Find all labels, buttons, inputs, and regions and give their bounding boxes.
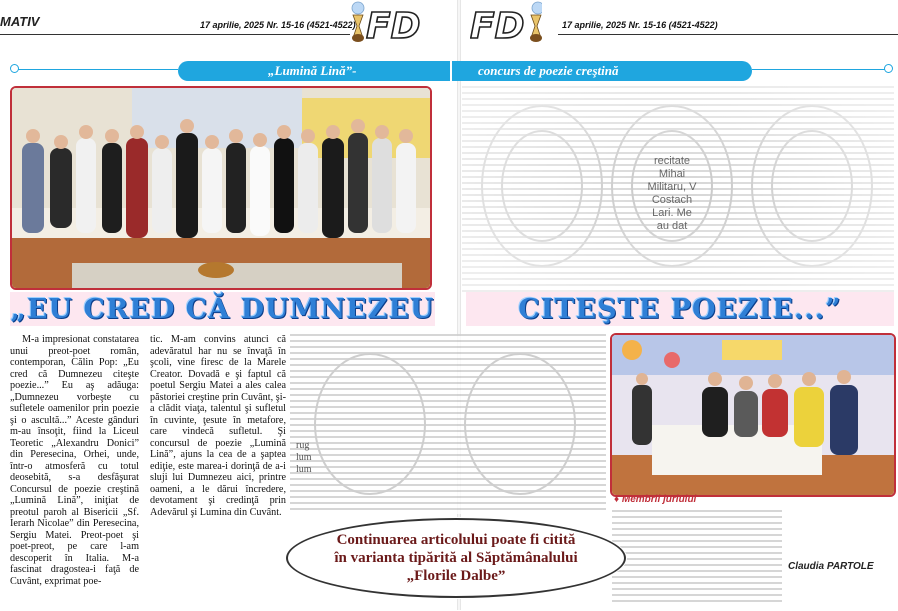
article-paragraph: M-a impresionat constatarea unui preot-poet român, contemporan, Călin Pop: „Eu cred că Dumnezeu citeşte poezie...” Eu aş adăuga: „Dumnezeu vorbeşte cu sufletele oamenilor prin poezie şi o ascultă...” Aceste gânduri m-au însoţit, fiind la Liceul Teoretic „Alexandru Donici” din Peresecina, Orhei, unde, într-o atmosferă cu totul deosebită, s-a desfăşurat Concursul de poezie creştină „Lumină Lină”, iniţiat de preotul paroh al Bisericii „Sf. Ierarh Nicolae” din Peresecina, Sergiu Matei. Preot-poet şi poet-preot, pe care l-am descoperit în Italia. M-a fascinat dragostea-i faţă de Cuvânt, exprimat poe- — [10, 334, 139, 587]
continuation-callout — [286, 518, 626, 598]
faded-teaser-text: recitate Mihai Militaru, V Costach Lari. Me au dat — [647, 155, 697, 232]
newspaper-logo-right — [470, 0, 542, 44]
headline-left-text: „EU CRED CĂ DUMNEZEU — [10, 293, 435, 325]
callout-line-2: în varianta tipărită al Săptămânalului — [334, 550, 578, 566]
banner-subtitle: concurs de poezie creştină — [478, 63, 619, 78]
headline-left — [10, 292, 435, 326]
photo-caption-text: Membrii juriului — [621, 494, 697, 505]
article-column-2 — [150, 334, 286, 518]
banner-divider — [450, 61, 452, 81]
banner-dot-left — [10, 64, 19, 73]
headline-right — [466, 292, 894, 326]
banner-rule-left — [14, 69, 178, 70]
svg-text:FD: FD — [470, 6, 525, 44]
faded-column-fragment: rug lum lum — [296, 440, 312, 475]
svg-text:FD: FD — [366, 6, 421, 44]
banner-title: „Lumină Lină”- — [268, 63, 357, 78]
banner-rule-right — [752, 69, 886, 70]
issue-date-left: 17 aprilie, 2025 Nr. 15-16 (4521-4522) — [200, 20, 356, 30]
issue-date-right: 17 aprilie, 2025 Nr. 15-16 (4521-4522) — [562, 20, 718, 30]
contest-banner — [178, 61, 752, 81]
header-rule-left — [0, 34, 350, 35]
author-signature: Claudia PARTOLE — [788, 561, 874, 572]
banner-dot-right — [884, 64, 893, 73]
faded-bottom-area — [612, 510, 782, 606]
hourglass-icon — [530, 2, 542, 42]
group-photo — [10, 86, 432, 290]
section-label: MATIV — [0, 14, 40, 29]
headline-right-text: CITEŞTE POEZIE...” — [518, 293, 842, 325]
callout-line-1: Continuarea articolului poate fi citită — [336, 532, 576, 548]
faded-text-area — [290, 334, 606, 514]
article-column-1 — [10, 334, 139, 587]
article-paragraph: tic. M-am convins atunci că adevăratul har nu se învaţă în şcoli, vine firesc de la Marele Creator. Dovadă e şi faptul că poetul Sergiu Matei a ales calea păstoriei creştine prin Cuvânt, şi-a clădit viaţa, talentul şi sufletul în cuvinte, ţesute în metafore, care vindecă sufletul. Şi concursul de poezie „Lumină Lină”, ajuns la cea de a şaptea ediţie, este marea-i dorinţă de a-i sluji lui Dumnezeu aici, printre oameni, a le dărui încredere, devotament şi credinţă prin Adevărul şi Lumina din Cuvânt. — [150, 334, 286, 518]
header-rule-right — [558, 34, 898, 35]
callout-line-3: „Florile Dalbe” — [406, 568, 506, 584]
photo-caption: ♦ Membrii juriului — [614, 494, 697, 505]
newspaper-logo-left — [350, 0, 422, 44]
hourglass-icon — [352, 2, 364, 42]
jury-photo — [610, 333, 896, 497]
